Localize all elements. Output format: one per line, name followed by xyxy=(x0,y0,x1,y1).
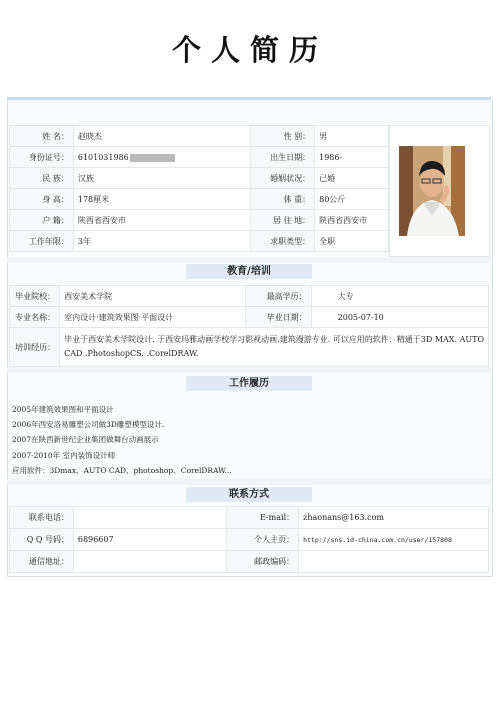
basic-info-table xyxy=(9,125,389,252)
id-value: 6101031986 xyxy=(77,152,129,162)
school-label: 毕业院校： xyxy=(10,286,60,307)
email-label: E-mail： xyxy=(227,507,299,529)
birth-value: 1986- xyxy=(315,147,389,168)
qq-label: Q Q 号码： xyxy=(10,529,74,551)
weight-label: 体 重： xyxy=(251,189,315,210)
education-table xyxy=(9,285,489,367)
table-row xyxy=(10,189,389,210)
training-line: CAD .PhotoshopCS. .CorelDRAW. xyxy=(64,349,199,358)
qq-value: 6896607 xyxy=(73,529,226,551)
height-label: 身 高： xyxy=(10,189,74,210)
table-row xyxy=(10,551,489,573)
school-value: 西安美术学院 xyxy=(60,286,246,307)
table-row xyxy=(10,147,389,168)
years-value: 3年 xyxy=(73,231,250,252)
table-row xyxy=(10,126,389,147)
birth-label: 出生日期： xyxy=(251,147,315,168)
name-label: 姓 名： xyxy=(10,126,74,147)
ethnic-value: 汉族 xyxy=(73,168,250,189)
table-row xyxy=(10,231,389,252)
section-divider xyxy=(7,257,491,263)
years-label: 工作年限： xyxy=(10,231,74,252)
major-value: 室内设计·建筑效果图·平面设计 xyxy=(60,307,246,328)
phone-label: 联系电话： xyxy=(10,507,74,529)
jobtype-value: 全职 xyxy=(315,231,389,252)
redaction-block xyxy=(130,154,175,162)
postcode-value xyxy=(299,551,489,573)
work-heading: 工作履历 xyxy=(186,376,312,391)
email-value: zhaonans@163.com xyxy=(299,507,489,529)
hukou-value: 陕西省西安市 xyxy=(73,210,250,231)
list-item: 2007在陕西新世纪企业集团做舞台动画展示 xyxy=(12,435,159,445)
gender-value: 男 xyxy=(315,126,389,147)
hukou-label: 户 籍： xyxy=(10,210,74,231)
name-value: 赵晓杰 xyxy=(73,126,250,147)
work-list xyxy=(12,402,482,478)
profile-photo xyxy=(399,146,465,236)
table-row xyxy=(10,307,489,328)
address-value xyxy=(73,551,226,573)
marital-value: 已婚 xyxy=(315,168,389,189)
training-line: 毕业于西安美术学院设计. 于西安玛雅动画学校学习影视动画.建筑漫游专业. 可以应用的软件：精通于3D MAX. AUTO xyxy=(64,335,484,344)
gender-label: 性 别： xyxy=(251,126,315,147)
id-cell xyxy=(73,147,250,168)
contact-table xyxy=(9,506,489,573)
section-divider xyxy=(7,479,491,485)
homepage-link[interactable]: http://sns.id-china.com.cn/user/157808 xyxy=(299,529,489,551)
table-row xyxy=(10,328,489,367)
list-item: 2007-2010年 室内装饰设计师 xyxy=(12,450,116,460)
list-item: 2006年西安洛易雕塑公司做3D雕塑模型设计. xyxy=(12,420,165,430)
table-row xyxy=(10,286,489,307)
weight-value: 80公斤 xyxy=(315,189,389,210)
residence-label: 居 住 地： xyxy=(251,210,315,231)
marital-label: 婚姻状况： xyxy=(251,168,315,189)
homepage-label: 个人主页： xyxy=(227,529,299,551)
ethnic-label: 民 族： xyxy=(10,168,74,189)
phone-value xyxy=(73,507,226,529)
table-row xyxy=(10,507,489,529)
grad-value: 2005-07-10 xyxy=(311,307,488,328)
grad-label: 毕业日期： xyxy=(245,307,311,328)
education-heading: 教育/培训 xyxy=(186,264,312,279)
jobtype-label: 求职类型： xyxy=(251,231,315,252)
table-row xyxy=(10,168,389,189)
residence-value: 陕西省西安市 xyxy=(315,210,389,231)
list-item: 2005年建筑效果图和平面设计 xyxy=(12,405,114,414)
major-label: 专业名称： xyxy=(10,307,60,328)
table-row xyxy=(10,210,389,231)
section-divider xyxy=(7,367,491,373)
table-row xyxy=(10,529,489,551)
address-label: 通信地址： xyxy=(10,551,74,573)
list-item: 应用软件：3Dmax、AUTO CAD、photoshop、CorelDRAW... xyxy=(12,465,232,475)
page-title: 个人简历 xyxy=(171,33,328,67)
contact-heading: 联系方式 xyxy=(186,487,312,502)
height-value: 178厘米 xyxy=(73,189,250,210)
training-value xyxy=(60,328,489,367)
postcode-label: 邮政编码： xyxy=(227,551,299,573)
training-label: 培训经历： xyxy=(10,328,60,367)
degree-value: 大专 xyxy=(311,286,488,307)
id-label: 身份证号： xyxy=(10,147,74,168)
degree-label: 最高学历： xyxy=(245,286,311,307)
